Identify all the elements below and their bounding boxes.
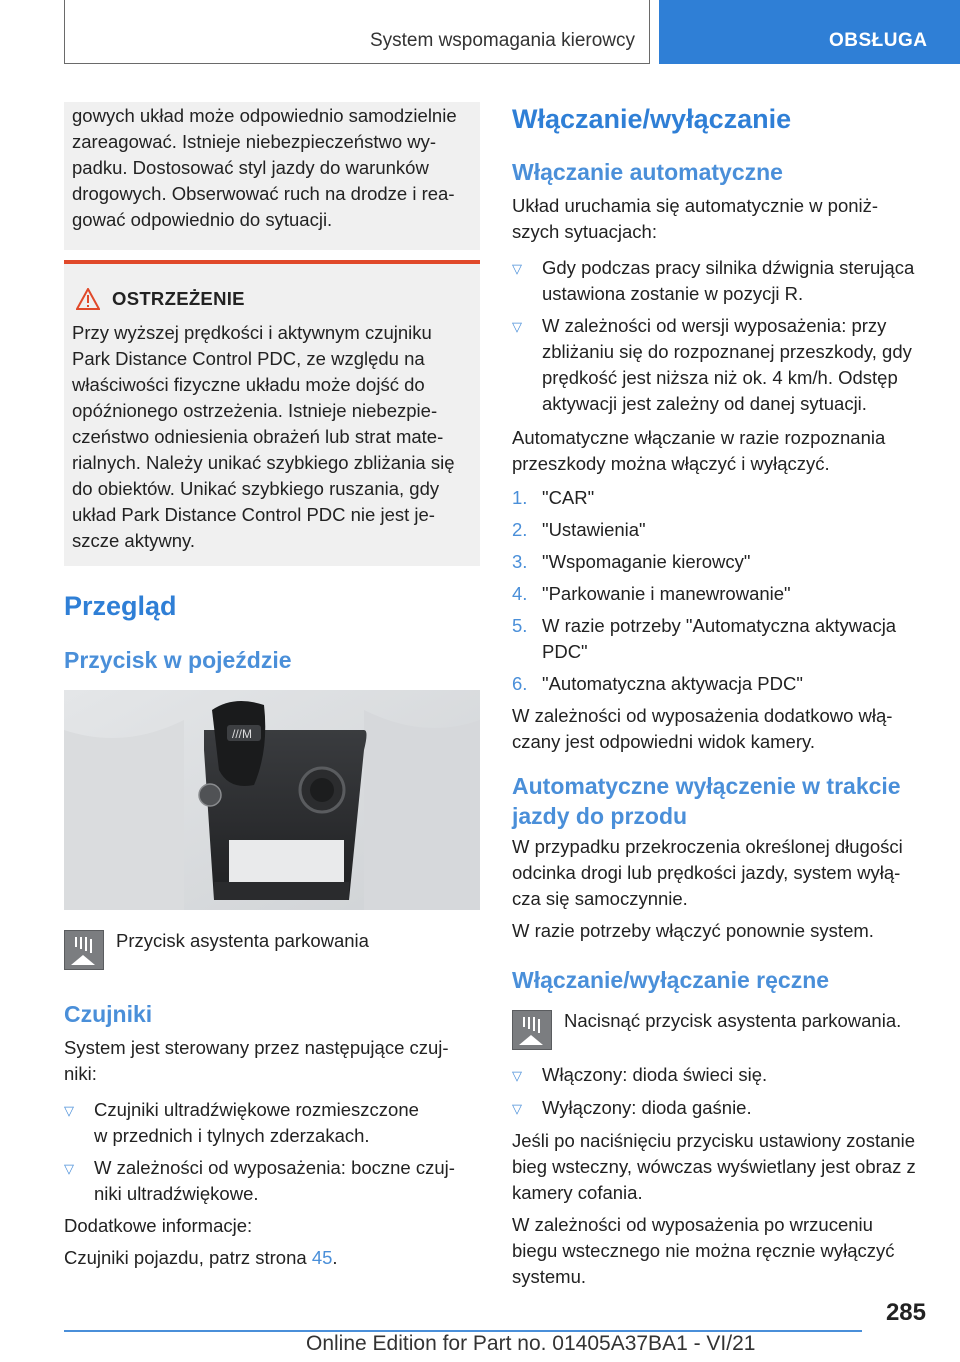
overview-heading: Przegląd [64,591,177,621]
step-text: W razie potrzeby "Automatyczna aktywacja [542,615,897,636]
warning-line: właściwości fizyczne układu może dojść do [72,374,425,395]
triangle-bullet-icon: ▽ [512,319,522,334]
auto-on-section [512,193,928,755]
bullet-line: aktywacji jest zależny od danej sytuacji. [542,393,867,414]
list-item [512,581,928,607]
auto-off-line: cza się samoczynnie. [512,888,688,909]
reverse-off-line: biegu wstecznego nie można ręcznie wyłączyć [512,1240,895,1261]
auto-on-intro-line: szych sytuacjach: [512,221,657,242]
warning-line: układ Park Distance Control PDC nie jest je- [72,504,435,525]
manual-instruction: Nacisnąć przycisk asystenta parkowania. [564,1010,902,1031]
sensors-intro-line: niki: [64,1063,97,1084]
reverse-off-line: systemu. [512,1266,587,1287]
bullet-line: Gdy podczas pracy silnika dźwignia sterująca [542,257,915,278]
section-title: System wspomagania kierowcy [369,30,635,51]
caution-box [64,102,480,250]
auto-off-heading-line: jazdy do przodu [512,803,688,829]
reverse-line: kamery cofania. [512,1182,643,1203]
warning-line: do obiektów. Unikać szybkiego ruszania, gdy [72,478,440,499]
button-heading: Przycisk w pojeździe [64,647,292,673]
warning-bar [64,260,480,264]
warning-line: czeństwo odniesienia obrażeń lub strat mate- [72,426,444,447]
manual-heading: Włączanie/wyłączanie ręczne [512,967,830,993]
bullet-line: ustawiona zostanie w pozycji R. [542,283,804,304]
steps-list [512,485,928,697]
triangle-bullet-icon: ▽ [512,1101,522,1116]
list-item [64,1097,480,1149]
additional-info-label: Dodatkowe informacje: [64,1215,253,1236]
header-frame [64,0,650,64]
console-photo [64,690,480,910]
triangle-bullet-icon: ▽ [64,1161,74,1176]
button-caption: Przycisk asystenta parkowania [116,930,369,951]
onoff-heading: Włączanie/wyłączanie [512,104,792,134]
auto-off-line: W przypadku przekroczenia określonej długości [512,836,903,857]
camera-line: W zależności od wyposażenia dodatkowo włą- [512,705,893,726]
step-text: "CAR" [542,487,595,508]
camera-line: czany jest odpowiedni widok kamery. [512,731,815,752]
step-number: 6. [512,673,528,694]
sensors-section [64,1035,480,1271]
bullet-line: Wyłączony: dioda gaśnie. [542,1097,752,1118]
list-item [512,517,928,543]
list-item [64,1155,480,1207]
step-text: PDC" [542,641,588,662]
list-item [512,613,928,665]
warning-line: opóźnionego ostrzeżenia. Istnieje niebezpie- [72,400,438,421]
bullet-line: W zależności od wyposażenia: boczne czuj- [94,1157,455,1178]
step-number: 3. [512,551,528,572]
step-text: "Wspomaganie kierowcy" [542,551,751,572]
page-number: 285 [885,1299,926,1326]
warning-header [76,288,245,310]
parking-assist-icon [64,930,104,970]
bullet-line: Włączony: dioda świeci się. [542,1064,768,1085]
caution-line: drogowych. Obserwować ruch na drodze i rea- [72,183,455,204]
step-text: "Parkowanie i manewrowanie" [542,583,791,604]
warning-line: rialnych. Należy unikać szybkiego zbliżania się [72,452,455,473]
svg-text:///M: ///M [232,727,252,741]
see-page-line [64,1245,480,1271]
reenable-line: W razie potrzeby włączyć ponownie system. [512,920,874,941]
reverse-off-line: W zależności od wyposażenia po wrzuceniu [512,1214,873,1235]
caution-line: padku. Dostosować styl jazdy do warunków [72,157,429,178]
bullet-line: W zależności od wersji wyposażenia: przy [542,315,887,336]
step-text: "Ustawienia" [542,519,646,540]
triangle-bullet-icon: ▽ [64,1103,74,1118]
caution-line: gować odpowiednio do sytuacji. [72,209,333,230]
list-item [512,313,928,417]
edition-text: Online Edition for Part no. 01405A37BA1 - VI/21 [306,1332,756,1355]
chapter-tab-label: OBSŁUGA [829,30,928,51]
see-page-end: . [332,1247,338,1268]
auto-on-intro-line: Układ uruchamia się automatycznie w poniż- [512,195,879,216]
bullet-line: niki ultradźwiękowe. [94,1183,259,1204]
warning-line: Przy wyższej prędkości i aktywnym czujniku [72,322,432,343]
step-number: 1. [512,487,528,508]
warning-line: Park Distance Control PDC, ze względu na [72,348,425,369]
reverse-line: Jeśli po naciśnięciu przycisku ustawiony zostanie [512,1130,916,1151]
warning-triangle-icon [76,288,100,310]
sensors-heading: Czujniki [64,1001,153,1027]
list-item [512,671,928,697]
list-item [512,1095,928,1122]
list-item [512,255,928,307]
warning-line: szcze aktywny. [72,530,196,551]
auto-off-heading [512,771,928,831]
bullet-line: prędkość jest niższa niż ok. 4 km/h. Odstęp [542,367,898,388]
bullet-line: w przednich i tylnych zderzakach. [94,1125,370,1146]
manual-section [512,1062,928,1290]
sensors-intro-line: System jest sterowany przez następujące czuj- [64,1037,449,1058]
bullet-line: zbliżaniu się do rozpoznanej przeszkody, gdy [542,341,912,362]
bullet-line: Czujniki ultradźwiękowe rozmieszczone [94,1099,419,1120]
reverse-line: bieg wsteczny, wówczas wyświetlany jest obraz z [512,1156,916,1177]
auto-on-heading: Włączanie automatyczne [512,159,783,185]
auto-detect-line: przeszkody można włączyć i wyłączyć. [512,453,830,474]
see-page-text: Czujniki pojazdu, patrz strona [64,1247,307,1268]
step-number: 4. [512,583,528,604]
list-item [512,1062,928,1089]
step-number: 2. [512,519,528,540]
page-link[interactable]: 45 [311,1247,333,1268]
step-number: 5. [512,615,528,636]
chapter-tab[interactable] [659,0,960,64]
step-text: "Automatyczna aktywacja PDC" [542,673,803,694]
auto-detect-line: Automatyczne włączanie w razie rozpoznania [512,427,886,448]
caution-line: gowych układ może odpowiednio samodzielnie [72,105,457,126]
warning-title: OSTRZEŻENIE [112,288,245,309]
warning-text [64,320,480,554]
parking-assist-icon [512,1010,552,1050]
auto-off-heading-line: Automatyczne wyłączenie w trakcie [512,773,901,799]
caution-line: zareagować. Istnieje niebezpieczeństwo wy- [72,131,437,152]
auto-off-section [512,834,928,944]
list-item [512,549,928,575]
list-item [512,485,928,511]
triangle-bullet-icon: ▽ [512,261,522,276]
triangle-bullet-icon: ▽ [512,1068,522,1083]
auto-off-line: odcinka drogi lub prędkości jazdy, system wyłą- [512,862,901,883]
